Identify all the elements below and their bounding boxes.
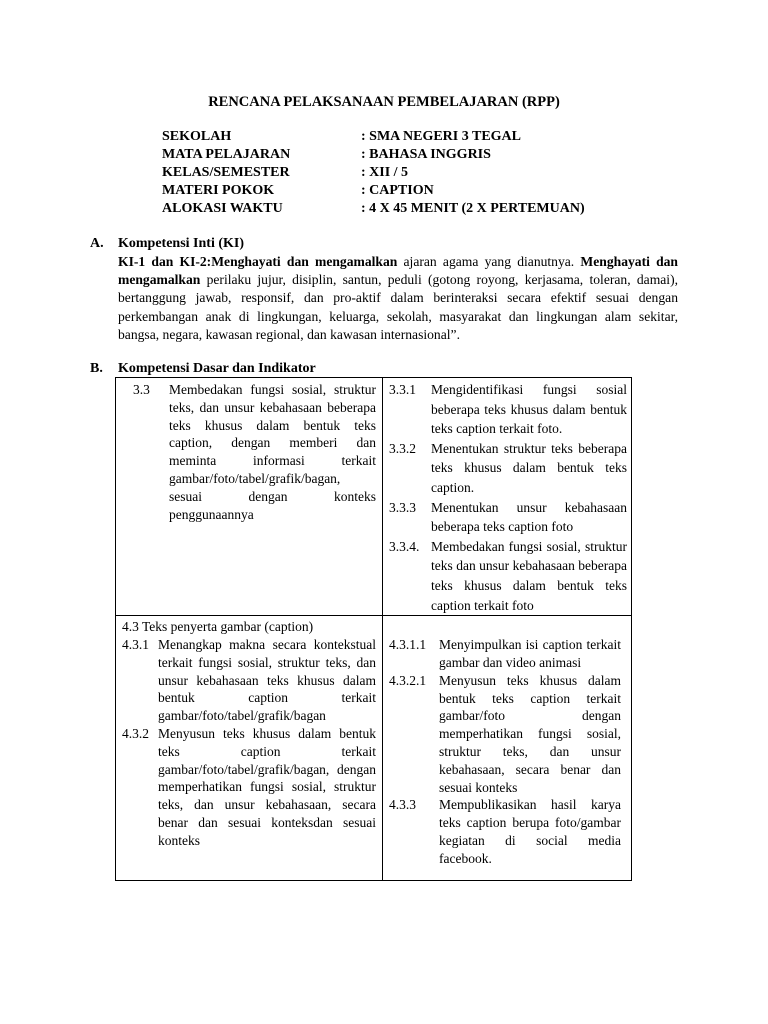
kd-number: 4.3.2 [122,725,149,741]
indicator-text: Menyimpulkan isi caption terkait gambar dan video animasi [439,637,621,670]
indicator-number: 3.3.3 [389,499,416,515]
indicator-4-3-cell [383,616,631,867]
info-value: : 4 X 45 MENIT (2 X PERTEMUAN) [361,201,585,216]
indicator-number: 4.3.2.1 [389,672,427,688]
info-row-class [162,164,585,182]
info-label: KELAS/SEMESTER [162,165,290,180]
indicator-text: Mempublikasikan hasil karya teks caption berupa foto/gambar kegiatan di social media facebook. [439,797,621,866]
info-label: MATERI POKOK [162,183,275,198]
indicator-item [389,439,627,498]
section-letter: A. [90,236,104,251]
ki-text: perilaku jujur, disiplin, santun, peduli (gotong royong, kerjasama, toleran, damai), bertanggung jawab, responsif, dan pro-aktif dalam berinteraksi secara efektif sesuai dengan perkembangan anak di lingkungan, keluarga, sekolah, masyarakat dan lingkungan alam sekitar, bangsa, negara, kawasan regional, dan kawasan internasional”. [118,272,678,342]
identity-block [162,128,585,218]
indicator-number: 4.3.3 [389,797,416,813]
kd-number: 3.3 [133,382,150,397]
info-label: SEKOLAH [162,129,232,144]
section-core-competence [90,235,680,344]
indicator-item [389,498,627,537]
info-row-time [162,200,585,218]
ki-paragraph [118,253,678,344]
info-label: MATA PELAJARAN [162,147,291,162]
info-row-school [162,128,585,146]
kd-number: 4.3.1 [122,636,149,652]
indicator-text: Menyusun teks khusus dalam bentuk teks caption terkait gambar/foto dengan memperhatikan fungsi sosial, struktur teks, dan unsur kebahasaan, secara benar dan sesuai konteks [439,672,621,795]
kd-text: Membedakan fungsi sosial, struktur teks, dan unsur kebahasaan beberapa teks khusus dalam bentuk teks caption, dengan memberi dan meminta informasi terkait gambar/foto/tabel/grafik/bagan, sesuai dengan konteks penggunaannya [169,382,376,522]
kd-item [122,636,376,725]
table-cell [116,378,383,616]
kd-text: Menangkap makna secara kontekstual terkait fungsi sosial, struktur teks, dan unsur kebahasaan teks khusus dalam bentuk caption terkait gambar/foto/tabel/grafik/bagan [158,636,376,724]
info-label: ALOKASI WAKTU [162,201,283,216]
table-cell [116,616,383,881]
kd-text: Menyusun teks khusus dalam bentuk teks caption terkait gambar/foto/tabel/grafik/bagan, dengan memperhatikan fungsi sosial, struktur teks, dan unsur kebahasaan, secara benar dan sesuai konteksdan sesuai konteks [158,725,376,848]
indicator-item [389,672,621,797]
table-cell [383,378,632,616]
indicator-text: Menentukan unsur kebahasaan beberapa teks caption foto [431,499,627,535]
info-value: : BAHASA INGGRIS [361,147,491,162]
info-row-subject [162,146,585,164]
indicator-number: 3.3.4. [389,538,420,554]
indicator-text: Menentukan struktur teks beberapa teks khusus dalam bentuk teks caption. [431,440,627,495]
indicator-item [389,380,627,439]
indicator-number: 3.3.2 [389,440,416,456]
kd-3-3-cell [116,378,382,523]
competence-table [115,377,632,881]
section-heading [90,360,680,378]
info-row-topic [162,182,585,200]
indicator-item [389,537,627,615]
ki-text: ajaran agama yang dianutnya. [397,254,581,269]
indicator-3-3-cell [383,378,631,615]
table-row [116,616,632,881]
indicator-text: Mengidentifikasi fungsi sosial beberapa teks khusus dalam bentuk teks caption terkait foto. [431,382,627,437]
table-cell [383,616,632,881]
kd-4-3-heading: 4.3 Teks penyerta gambar (caption) [122,619,314,635]
info-value: : XII / 5 [361,165,409,180]
ki-bold-lead: KI-1 dan KI-2:Menghayati dan mengamalkan [118,254,398,269]
section-heading [90,235,680,253]
section-basic-competence [90,360,680,378]
kd-4-3-cell [116,616,382,849]
indicator-item [389,796,621,867]
section-title: Kompetensi Dasar dan Indikator [118,361,316,376]
section-title: Kompetensi Inti (KI) [118,236,244,251]
indicator-item [389,636,621,672]
table-row [116,378,632,616]
indicator-number: 4.3.1.1 [389,637,427,653]
section-letter: B. [90,361,103,376]
indicator-text: Membedakan fungsi sosial, struktur teks dan unsur kebahasaan beberapa teks khusus dalam bentuk teks caption terkait foto [431,538,627,613]
info-value: : CAPTION [361,183,434,198]
indicator-number: 3.3.1 [389,382,416,397]
info-value: : SMA NEGERI 3 TEGAL [361,129,521,144]
kd-item [122,725,376,850]
document-title: RENCANA PELAKSANAAN PEMBELAJARAN (RPP) [208,94,560,110]
kd-item [133,381,376,523]
ki-bold-lead: Menghayati dan mengamalkan [118,254,678,288]
